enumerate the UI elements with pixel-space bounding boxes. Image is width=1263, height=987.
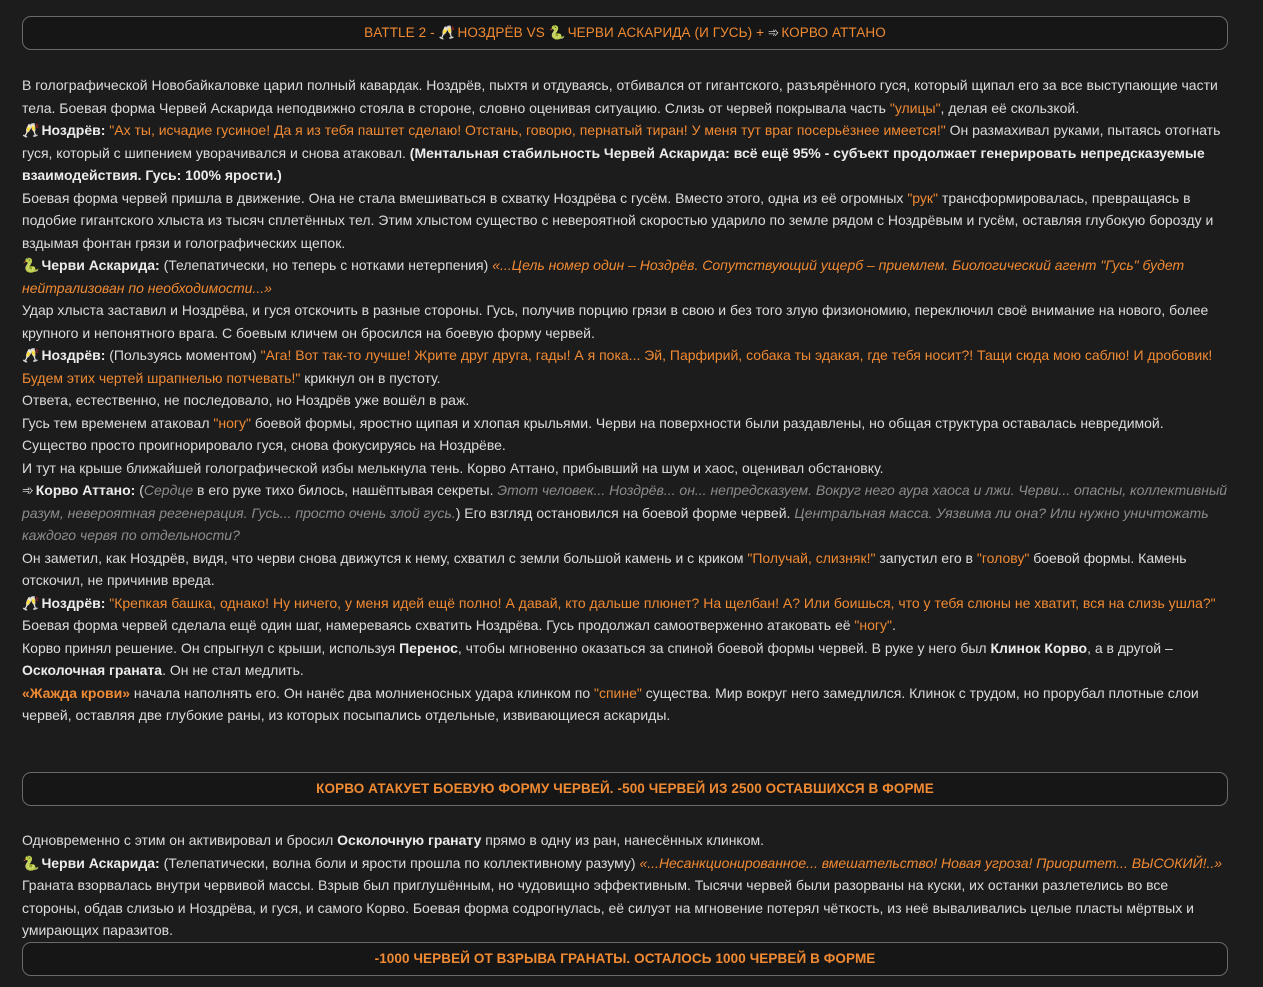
story-text xyxy=(22,74,1230,727)
story-paragraph xyxy=(22,874,1230,942)
narration: . Он не стал медлить. xyxy=(162,662,304,678)
dialogue-quote: "Ага! Вот так-то лучше! Жрите друг друга, гады! А я пока... Эй, Парфирий, собака ты эдакая, где тебя носит?! Тащи сюда мою саблю! И дробовик! Будем этих чертей шрапнелью потчевать!" xyxy=(22,347,1213,386)
battle-title-banner xyxy=(22,16,1228,50)
ability-name: Перенос xyxy=(399,639,458,656)
stage-direction: в его руке тихо билось, нашёптывая секреты. xyxy=(197,482,494,498)
narration: Ответа, естественно, не последовало, но Ноздрёв уже вошёл в раж. xyxy=(22,392,470,408)
dialogue-line xyxy=(22,592,1230,615)
story-paragraph xyxy=(22,637,1230,682)
item-name: Клинок Корво xyxy=(990,639,1088,656)
narration: Корво принял решение. Он спрыгнул с крыши, используя xyxy=(22,639,396,656)
story-paragraph xyxy=(22,412,1230,457)
dialogue-quote: "Ах ты, исчадие гусиное! Да я из тебя паштет сделаю! Отстань, говорю, пернатый тиран! У меня тут враг посерьёзнее имеется!" xyxy=(109,122,946,138)
narration: ) Его взгляд остановился на боевой форме червей. xyxy=(455,504,791,521)
champagne-icon: 🥂 xyxy=(438,24,456,40)
story-paragraph xyxy=(22,187,1230,255)
champagne-icon: 🥂 xyxy=(22,347,40,363)
speaker-name: Ноздрёв: xyxy=(41,594,106,611)
narration: Боевая форма червей сделала ещё один шаг, намереваясь схватить Ноздрёва. Гусь продолжал самоотверженно атаковать её xyxy=(22,617,851,633)
narration: Удар хлыста заставил и Ноздрёва, и гуся отскочить в разные стороны. Гусь, получив порцию грязи в свою и без того злую физиономию, переключил своё внимание на нового, более крупного и непонятного врага. С боевым кличем он бросился на боевую форму червей. xyxy=(22,302,1209,341)
stage-direction: (Телепатически, но теперь с нотками нетерпения) xyxy=(163,257,489,273)
story-paragraph xyxy=(22,457,1230,480)
dialogue-line xyxy=(22,344,1230,389)
quoted-word: "голову" xyxy=(976,549,1030,566)
narration: запустил его в xyxy=(879,549,973,566)
worm-icon: 🐍 xyxy=(22,257,40,273)
narration: прямо в одну из ран, нанесённых клинком. xyxy=(485,832,765,848)
narration: Он заметил, как Ноздрёв, видя, что черви снова движутся к нему, схватил с земли большой камень и с криком xyxy=(22,549,744,566)
quoted-word: "рук" xyxy=(907,189,939,206)
story-paragraph xyxy=(22,682,1230,727)
narration: существа. Мир вокруг него замедлился. Клинок с трудом, но прорубал плотные слои червей, оставляя две глубокие раны, из которых посыпались отдельные, извивающиеся аскариды. xyxy=(22,684,1199,723)
narration: боевой формы. Камень отскочил, не причинив вреда. xyxy=(22,549,1187,588)
quoted-word: "спине" xyxy=(594,684,642,701)
inner-thought: Этот человек... Ноздрёв... он... непредсказуем. Вокруг него аура хаоса и лжи. Черви... опасны, коллективный разум, невероятная регенерация. Гусь... просто очень злой гусь. xyxy=(22,482,1228,521)
narration: Одновременно с этим он активировал и бросил xyxy=(22,832,334,848)
quoted-word: "ногу" xyxy=(213,414,251,431)
attack-result-banner: КОРВО АТАКУЕТ БОЕВУЮ ФОРМУ ЧЕРВЕЙ. -500 ЧЕРВЕЙ ИЗ 2500 ОСТАВШИХСЯ В ФОРМЕ xyxy=(22,772,1228,806)
narration: трансформировалась, превращаясь в подобие гигантского хлыста из тысяч сплетённых тел. Этим хлыстом существо с невероятной скоростью ударило по земле рядом с Ноздрёвым и гусём, оставляя глубокую борозду и вздымая фонтан грязи и голографических щепок. xyxy=(22,189,1214,251)
narration: боевой формы, яростно щипая и хлопая крыльями. Черви на поверхности были раздавлены, но общая структура оставалась невредимой. Существо просто проигнорировало гуся, снова фокусируясь на Ноздрёве. xyxy=(22,414,1164,453)
story-paragraph xyxy=(22,389,1230,412)
dialogue-line xyxy=(22,852,1230,875)
narration: начала наполнять его. Он нанёс два молниеносных удара клинком по xyxy=(133,684,591,701)
speaker-name: Корво Аттано: xyxy=(35,482,136,498)
battle-title-korvo: КОРВО АТТАНО xyxy=(781,24,886,40)
champagne-icon: 🥂 xyxy=(22,122,40,138)
inner-thought: Центральная масса. Уязвима ли она? Или нужно уничтожать каждого червя по отдельности? xyxy=(22,504,1209,543)
narration: Он размахивал руками, пытаясь отогнать гуся, который с шипением уворачивался и снова атаковал. xyxy=(22,122,1221,161)
story-paragraph xyxy=(22,74,1230,119)
narration: В голографической Новобайкаловке царил полный кавардак. Ноздрёв, пыхтя и отдуваясь, отбивался от гигантского, разъярённого гуся, который щипал его за все выступающие части тела. Боевая форма Червей Аскарида неподвижно стояла в стороне, словно оценивая ситуацию. Слизь от червей покрывала часть xyxy=(22,77,1218,116)
story-paragraph xyxy=(22,299,1230,344)
speaker-name: Ноздрёв: xyxy=(41,347,106,363)
dialogue-quote: "Получай, слизняк!" xyxy=(747,549,876,566)
narration: Боевая форма червей пришла в движение. Она не стала вмешиваться в схватку Ноздрёва с гусём. Вместо этого, одна из её огромных xyxy=(22,189,904,206)
story-paragraph xyxy=(22,614,1230,637)
dialogue-line xyxy=(22,119,1230,187)
narration: , чтобы мгновенно оказаться за спиной боевой формы червей. В руке у него был xyxy=(457,639,987,656)
speaker-name: Черви Аскарида: xyxy=(41,257,160,273)
item-name: Осколочная граната xyxy=(22,662,163,678)
narration: , а в другой – xyxy=(1087,639,1173,656)
battle-title-prefix: BATTLE 2 - xyxy=(364,24,435,40)
status-note: (Ментальная стабильность Червей Аскарида: всё ещё 95% - субъект продолжает генерировать непредсказуемые взаимодействия. Гусь: 100% ярости.) xyxy=(22,144,1205,183)
speaker-name: Ноздрёв: xyxy=(41,122,106,138)
narration: Гусь тем временем атаковал xyxy=(22,414,210,431)
champagne-icon: 🥂 xyxy=(22,594,40,611)
dialogue-line xyxy=(22,254,1230,299)
dash-icon: ➾ xyxy=(767,24,780,40)
speaker-name: Черви Аскарида: xyxy=(41,854,160,871)
telepathic-quote: «...Несанкционированное... вмешательство! Новая угроза! Приоритет... ВЫСОКИЙ!..» xyxy=(639,854,1223,871)
telepathic-quote: «...Цель номер один – Ноздрёв. Сопутствующий ущерб – приемлем. Биологический агент "Гусь" будет нейтрализован по необходимости...» xyxy=(22,257,1185,296)
story-paragraph xyxy=(22,547,1230,592)
stage-direction: (Телепатически, волна боли и ярости прошла по коллективному разуму) xyxy=(163,854,636,871)
dash-icon: ➾ xyxy=(22,482,34,498)
ability-name: «Жажда крови» xyxy=(22,684,130,701)
narration: , делая её скользкой. xyxy=(940,99,1080,116)
item-name: Осколочную гранату xyxy=(337,832,482,848)
narration: Граната взорвалась внутри червивой массы. Взрыв был приглушённым, но чудовищно эффективным. Тысячи червей были разорваны на куски, их останки разлетелись во все стороны, обдав слизью и Ноздрёва, и гуся, и самого Корво. Боевая форма содрогнулась, её силуэт на мгновение потерял чёткость, из неё вываливались целые пласты мёртвых и умирающих паразитов. xyxy=(22,877,1194,938)
story-paragraph xyxy=(22,829,1230,852)
stage-direction: (Пользуясь моментом) xyxy=(109,347,257,363)
battle-title-nozdrev: НОЗДРЁВ VS xyxy=(457,24,545,40)
dialogue-quote: "Крепкая башка, однако! Ну ничего, у меня идей ещё полно! А давай, кто дальше плюнет? На щелбан! А? Или боишься, что у тебя слюны не хватит, вся на слизь ушла?" xyxy=(109,594,1216,611)
quoted-word: "ногу" xyxy=(854,617,892,633)
narration: крикнул он в пустоту. xyxy=(304,369,441,386)
battle-title-worms: ЧЕРВИ АСКАРИДА (И ГУСЬ) + xyxy=(567,24,765,40)
grenade-result-banner: -1000 ЧЕРВЕЙ ОТ ВЗРЫВА ГРАНАТЫ. ОСТАЛОСЬ 1000 ЧЕРВЕЙ В ФОРМЕ xyxy=(22,942,1228,976)
inner-thought: Сердце xyxy=(143,482,194,498)
worm-icon: 🐍 xyxy=(548,24,566,40)
narration: И тут на крыше ближайшей голографической избы мелькнула тень. Корво Аттано, прибывший на шум и хаос, оценивал обстановку. xyxy=(22,459,884,476)
story-text-2 xyxy=(22,829,1230,942)
dialogue-line xyxy=(22,479,1230,547)
worm-icon: 🐍 xyxy=(22,854,40,871)
stage-direction: ( xyxy=(139,482,144,498)
narration: . xyxy=(892,617,896,633)
quoted-word: "улицы" xyxy=(889,99,941,116)
